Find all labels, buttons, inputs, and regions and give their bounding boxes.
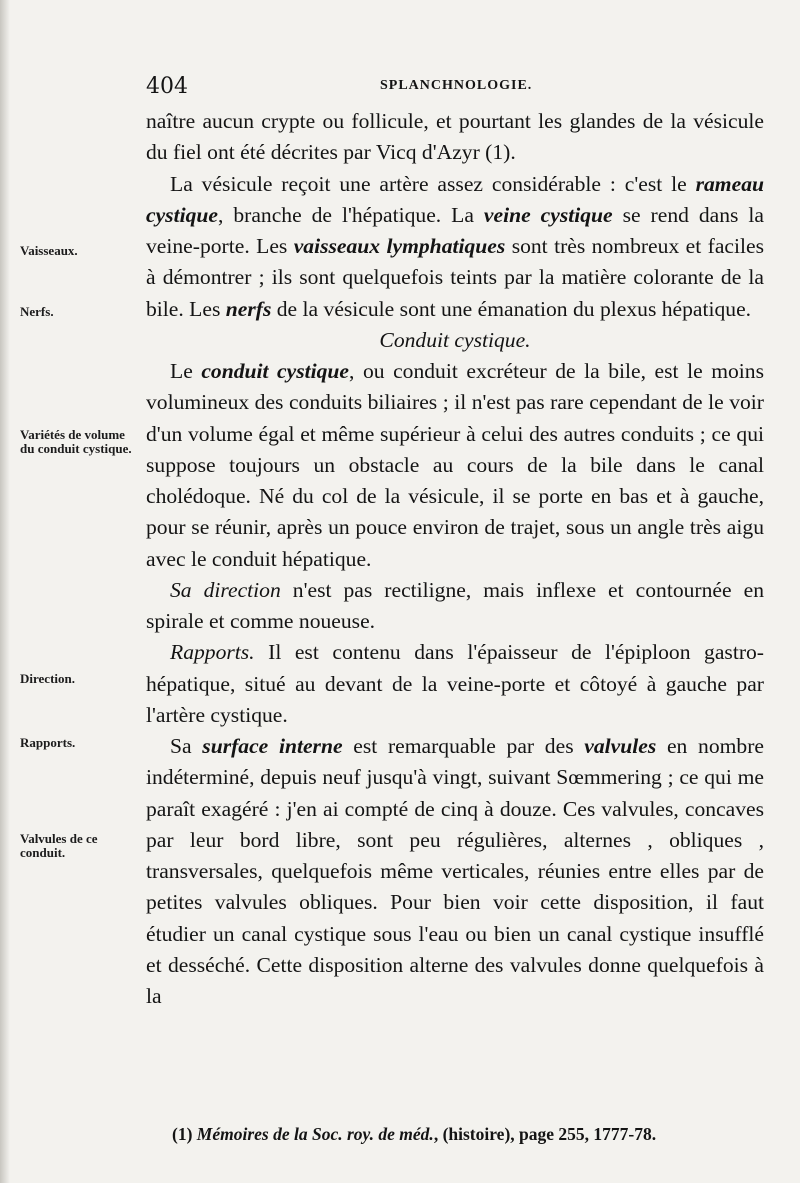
margin-note-rapports: Rapports. [20, 735, 76, 750]
page-number: 404 [146, 74, 188, 99]
paragraph-2: La vésicule reçoit une artère assez considérable : c'est le rameau cystique, branche de l'hépatique. La veine cystique se rend dans la veine-porte. Les vaisseaux lymphatiques sont très nombreux et faciles à démontrer ; ils sont quelquefois teints par la matière colorante de la bile. Les nerfs de la vésicule sont une émanation du plexus hépatique. [146, 171, 765, 321]
paragraph-5: Rapports. Il est contenu dans l'épaisseur de l'épiploon gastro-hépatique, situé au devant de la veine-porte et côtoyé à gauche par l'artère cystique. [146, 640, 764, 727]
paragraph-1: naître aucun crypte ou follicule, et pourtant les glandes de la vésicule du fiel ont été décrites par Vicq d'Azyr (1). [146, 109, 764, 165]
paragraph-3: Le conduit cystique, ou conduit excréteur de la bile, est le moins volumineux des conduits biliaires ; il n'est pas rare cependant de le voir d'un volume égal et même supérieur à celui des autres conduits ; ce qui suppose toujours un obstacle au cours de la bile dans le canal cholédoque. Né du col de la vésicule, il se porte en bas et à gauche, pour se réunir, après un pouce environ de trajet, sous un angle très aigu avec le conduit hépatique. [146, 359, 764, 571]
margin-note-nerfs: Nerfs. [20, 304, 54, 319]
footnote: (1) Mémoires de la Soc. roy. de méd., (histoire), page 255, 1777-78. [172, 1124, 657, 1144]
paragraph-4: Sa direction n'est pas rectiligne, mais inflexe et contournée en spirale et comme noueuse. [146, 577, 764, 633]
body-text [146, 106, 764, 1012]
page-header [146, 74, 764, 104]
section-heading: Conduit cystique. [379, 327, 531, 352]
margin-note-vaisseaux: Vaisseaux. [20, 243, 78, 258]
margin-note-varietes: Variétés de volume du conduit cystique. [20, 427, 132, 456]
paragraph-6: Sa surface interne est remarquable par des valvules en nombre indéterminé, depuis neuf jusqu'à vingt, suivant Sœmmering ; ce qui me paraît exagéré : j'en ai compté de cinq à douze. Ces valvules, concaves par leur bord libre, sont peu régulières, alternes , obliques , transversales, quelquefois même verticales, réunies entre elles par de petites valvules obliques. Pour bien voir cette disposition, il faut étudier un canal cystique sous l'eau ou bien un canal cystique insufflé et desséché. Cette disposition alterne des valvules donne quelquefois à la [146, 734, 764, 1008]
margin-note-direction: Direction. [20, 671, 75, 686]
margin-note-valvules: Valvules de ce conduit. [20, 831, 98, 860]
page-gutter-shadow [0, 0, 10, 1183]
running-title: SPLANCHNOLOGIE. [380, 78, 533, 93]
